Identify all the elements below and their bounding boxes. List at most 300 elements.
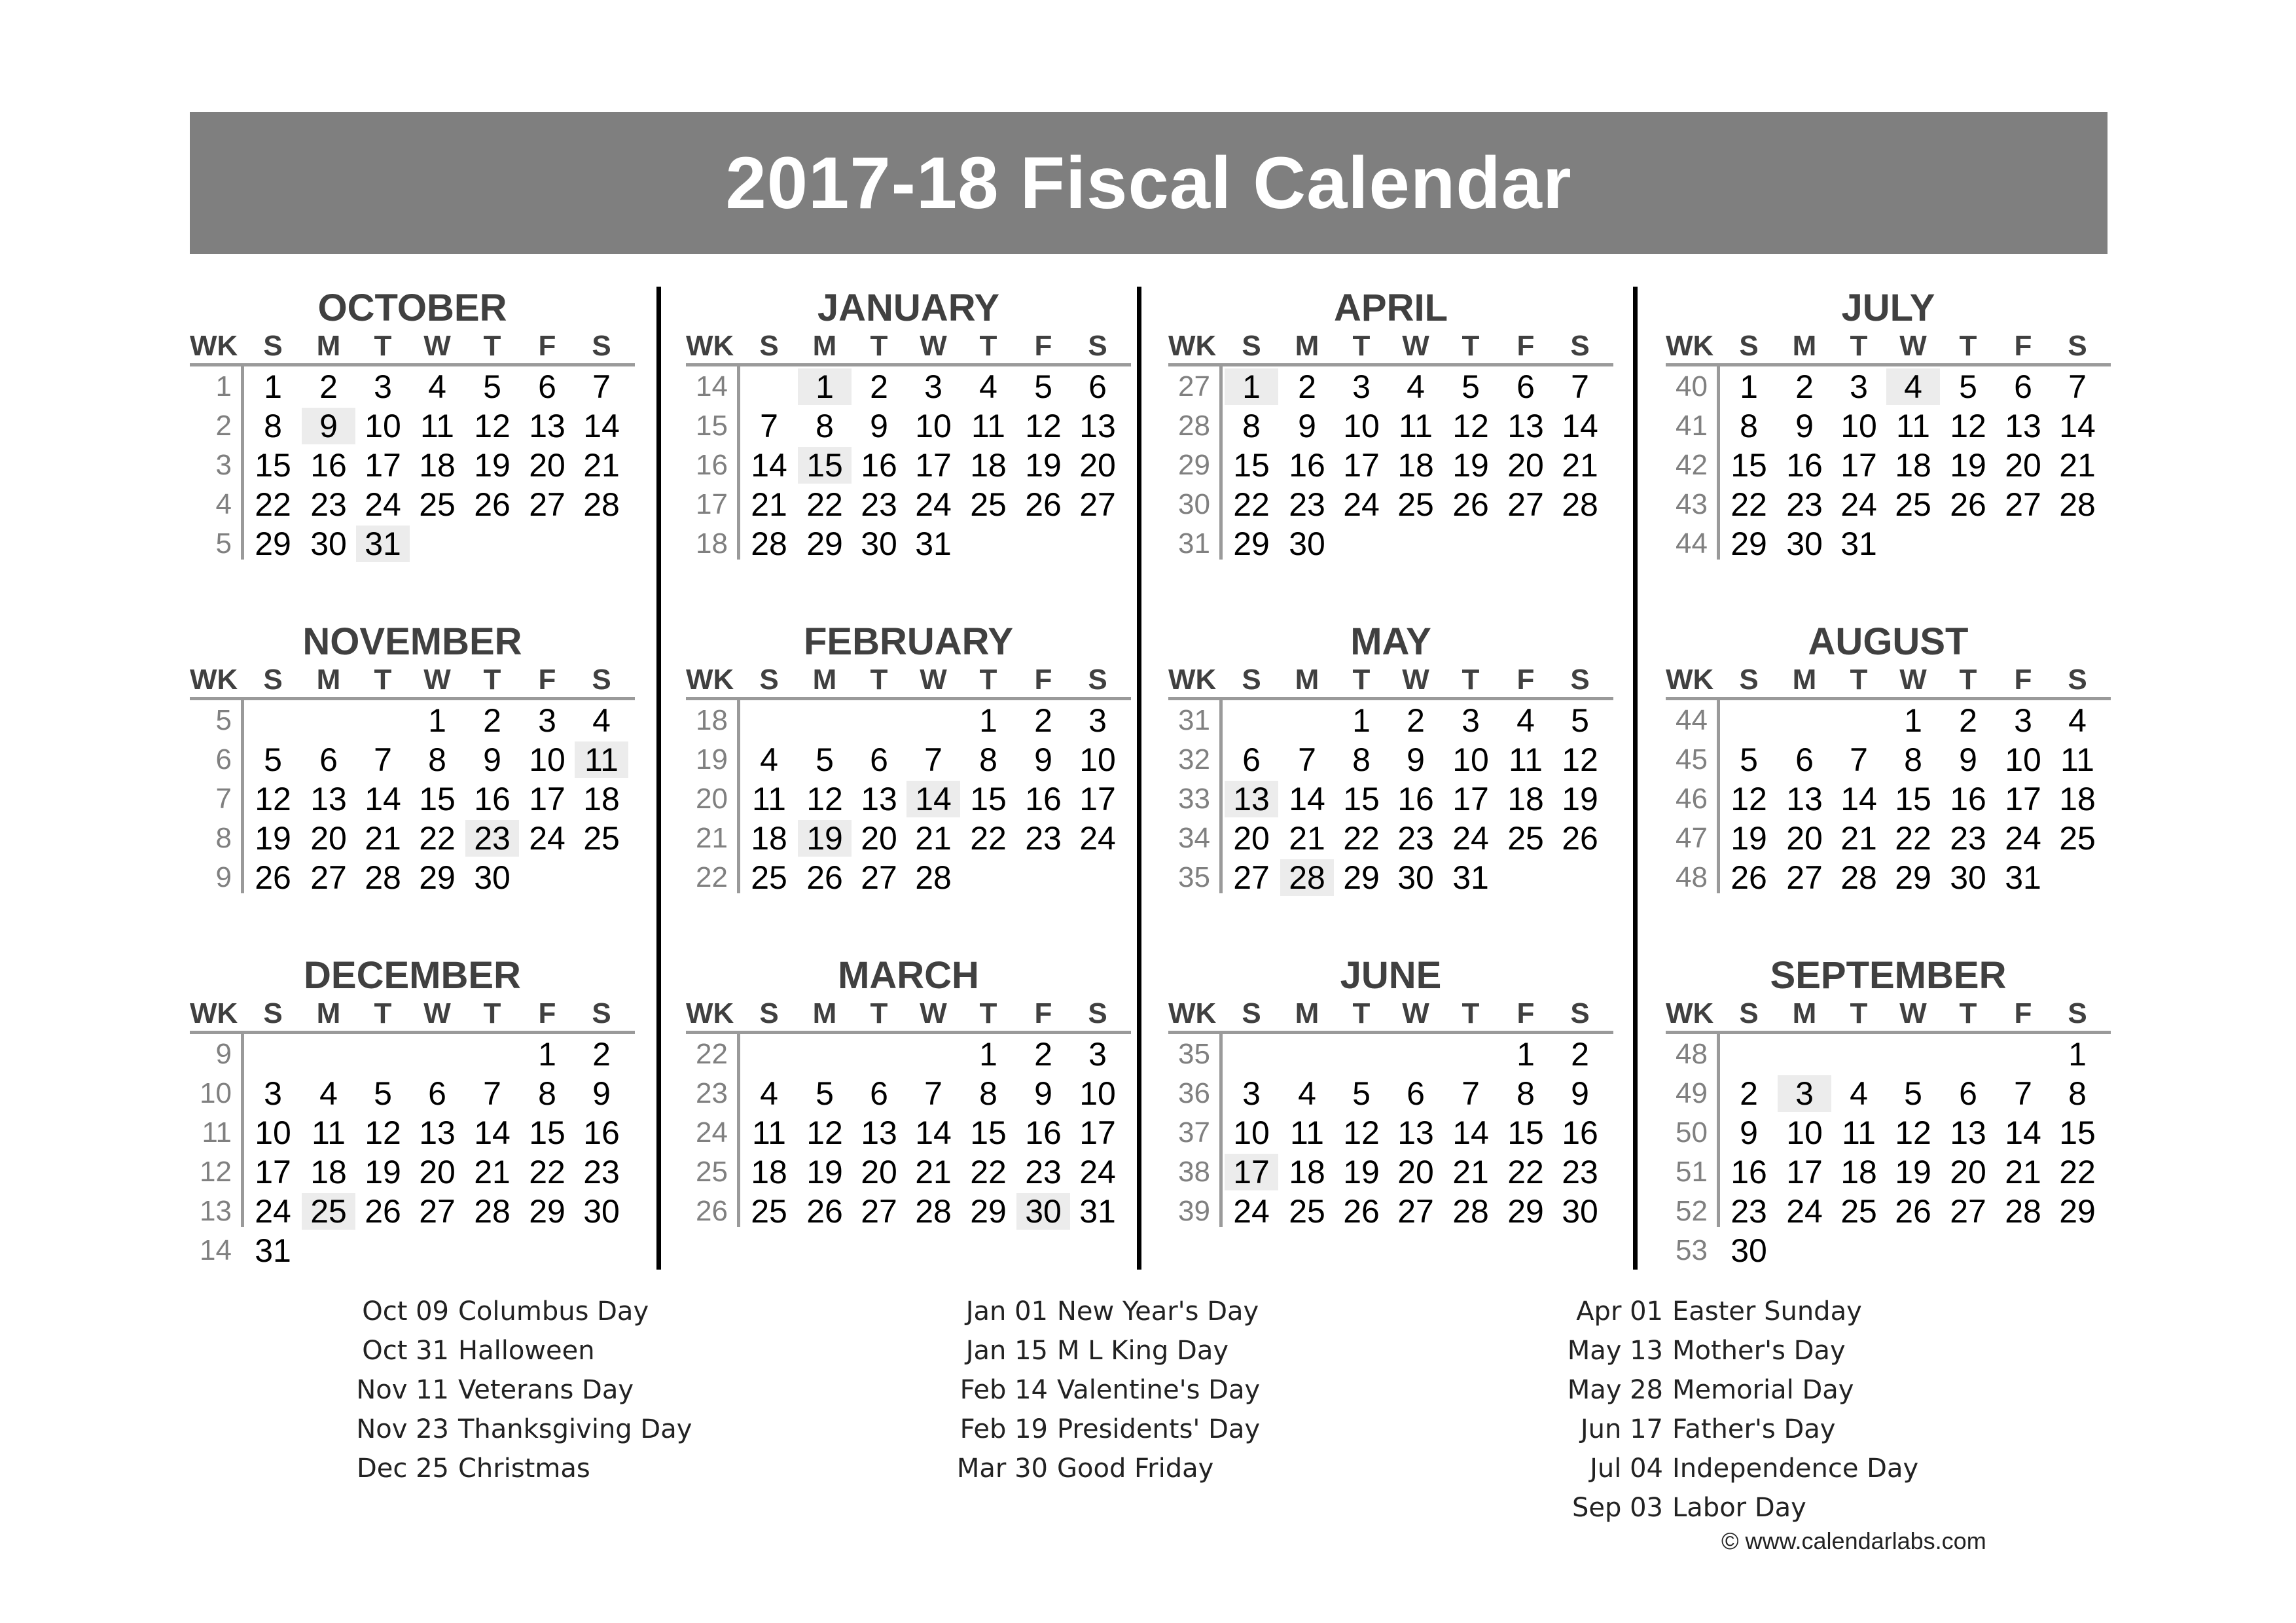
date-cell: 1 (1740, 368, 1758, 405)
week-row (686, 406, 1131, 446)
date-cell: 28 (365, 859, 401, 896)
weekday-header: T (1959, 664, 1977, 696)
date-cell: 30 (1289, 526, 1325, 562)
date-cell: 1 (979, 1036, 997, 1073)
date-cell: 3 (1242, 1075, 1261, 1112)
holiday-item (1528, 1370, 1918, 1410)
date-cell: 17 (365, 447, 401, 484)
date-cell: 7 (924, 741, 942, 778)
holiday-date: Nov 11 (356, 1375, 449, 1405)
date-cell: 3 (1850, 368, 1868, 405)
date-cell: 1 (1352, 702, 1371, 739)
holiday-name: Easter Sunday (1672, 1296, 1862, 1327)
date-cell: 8 (816, 408, 834, 444)
week-row (190, 1152, 635, 1192)
date-cell: 24 (529, 820, 565, 857)
holiday-item (913, 1331, 1260, 1370)
date-cell: 29 (1895, 859, 1931, 896)
week-row (1666, 367, 2111, 406)
week-row (1666, 446, 2111, 485)
date-cell: 17 (1452, 781, 1489, 817)
date-cell: 25 (1507, 820, 1544, 857)
calendar-title-bar (190, 112, 2108, 254)
date-cell: 3 (1462, 702, 1480, 739)
date-cell: 2 (319, 368, 338, 405)
week-header: WK (686, 330, 734, 362)
date-cell: 24 (365, 486, 401, 523)
date-cell: 20 (529, 447, 565, 484)
date-cell: 30 (583, 1193, 620, 1230)
date-cell: 16 (1025, 1115, 1062, 1151)
date-cell: 26 (1731, 859, 1767, 896)
date-cell: 3 (1352, 368, 1371, 405)
date-cell: 4 (1516, 702, 1535, 739)
holiday-item (913, 1292, 1260, 1331)
weekday-header: S (1088, 664, 1107, 696)
date-cell: 26 (474, 486, 511, 523)
date-cell: 21 (2005, 1154, 2041, 1190)
date-cell: 21 (365, 820, 401, 857)
holiday-date: Sep 03 (1571, 1493, 1663, 1523)
weekday-header: W (423, 330, 451, 362)
weekday-header: T (374, 330, 392, 362)
weekday-header: M (1295, 664, 1319, 696)
date-cell: 18 (1507, 781, 1544, 817)
date-cell: 29 (1233, 526, 1270, 562)
week-row (1168, 1035, 1613, 1074)
date-cell: 5 (1740, 741, 1758, 778)
weekday-header: F (1034, 997, 1052, 1029)
date-cell: 7 (1850, 741, 1868, 778)
date-cell: 10 (1343, 408, 1380, 444)
date-cell: 20 (1507, 447, 1544, 484)
holiday-name: Columbus Day (458, 1296, 649, 1327)
date-cell: 22 (1895, 820, 1931, 857)
date-cell: 29 (2059, 1193, 2096, 1230)
date-cell: 31 (1079, 1193, 1116, 1230)
week-number: 2 (215, 410, 232, 442)
week-number: 33 (1178, 783, 1210, 815)
date-cell: 4 (428, 368, 446, 405)
date-cell: 12 (806, 781, 843, 817)
month-name: MAY (1350, 620, 1431, 663)
date-cell: 1 (979, 702, 997, 739)
date-cell: 9 (1795, 408, 1814, 444)
week-number: 31 (1178, 527, 1210, 560)
date-cell: 19 (1895, 1154, 1931, 1190)
date-cell: 14 (915, 1115, 952, 1151)
date-cell: 10 (1079, 741, 1116, 778)
weekday-header: T (979, 664, 997, 696)
date-cell: 23 (861, 486, 897, 523)
week-header: WK (1168, 997, 1217, 1029)
week-number: 42 (1676, 449, 1708, 481)
week-number: 5 (215, 704, 232, 736)
date-cell: 24 (1840, 486, 1877, 523)
week-row (190, 1113, 635, 1152)
date-cell: 26 (1950, 486, 1986, 523)
weekday-header: T (483, 997, 501, 1029)
date-cell: 16 (1289, 447, 1325, 484)
holiday-list-3 (1528, 1292, 1918, 1527)
week-number: 7 (215, 783, 232, 815)
date-cell: 28 (1840, 859, 1877, 896)
weekday-header: W (1402, 330, 1429, 362)
date-cell: 18 (310, 1154, 347, 1190)
date-cell: 8 (1904, 741, 1922, 778)
date-cell: 7 (483, 1075, 501, 1112)
week-number: 4 (215, 488, 232, 520)
weekday-header: F (1516, 997, 1535, 1029)
week-number: 47 (1676, 822, 1708, 854)
weekday-header: F (2014, 330, 2032, 362)
date-cell: 6 (428, 1075, 446, 1112)
date-cell: 15 (970, 1115, 1007, 1151)
date-cell: 26 (1452, 486, 1489, 523)
date-cell: 10 (1840, 408, 1877, 444)
date-cell: 25 (2059, 820, 2096, 857)
week-row (190, 406, 635, 446)
week-header: WK (190, 330, 238, 362)
week-number: 35 (1178, 861, 1210, 893)
date-cell: 7 (1571, 368, 1589, 405)
date-cell: 22 (1233, 486, 1270, 523)
month-may (1168, 620, 1613, 954)
month-name: NOVEMBER (302, 620, 522, 663)
date-cell: 31 (915, 526, 952, 562)
holiday-item (1528, 1292, 1918, 1331)
header-rule (1168, 1031, 1613, 1034)
week-row (1168, 367, 1613, 406)
date-cell: 3 (1088, 702, 1107, 739)
week-number: 29 (1178, 449, 1210, 481)
week-row (686, 819, 1131, 858)
date-cell: 7 (924, 1075, 942, 1112)
week-number: 37 (1178, 1116, 1210, 1149)
weekday-header: S (263, 664, 283, 696)
column-separator (1633, 287, 1638, 1270)
week-header: WK (1168, 664, 1217, 696)
date-cell: 3 (924, 368, 942, 405)
weekday-header: S (1739, 330, 1759, 362)
holiday-date-cell: 11 (575, 741, 628, 778)
weekday-header: T (1462, 330, 1480, 362)
week-number: 11 (202, 1116, 232, 1149)
date-cell: 21 (474, 1154, 511, 1190)
holiday-date-cell: 19 (798, 820, 852, 857)
holiday-item (1528, 1488, 1918, 1527)
date-cell: 12 (1562, 741, 1598, 778)
date-cell: 22 (419, 820, 456, 857)
weekday-header: T (1850, 664, 1868, 696)
week-row (1666, 740, 2111, 779)
holiday-name: Veterans Day (458, 1375, 634, 1405)
weekday-header: S (1088, 330, 1107, 362)
date-cell: 3 (2014, 702, 2032, 739)
date-cell: 14 (474, 1115, 511, 1151)
month-december (190, 954, 635, 1288)
weekday-header: M (1792, 997, 1817, 1029)
date-cell: 15 (529, 1115, 565, 1151)
date-cell: 26 (1343, 1193, 1380, 1230)
month-june (1168, 954, 1613, 1288)
date-cell: 26 (1895, 1193, 1931, 1230)
week-number: 45 (1676, 743, 1708, 776)
weekday-header: S (759, 997, 779, 1029)
date-cell: 20 (1233, 820, 1270, 857)
date-cell: 2 (1571, 1036, 1589, 1073)
week-row (1666, 1192, 2111, 1231)
date-cell: 8 (1352, 741, 1371, 778)
date-cell: 12 (1343, 1115, 1380, 1151)
date-cell: 25 (751, 859, 787, 896)
week-row (686, 485, 1131, 524)
holiday-item (314, 1449, 692, 1488)
date-cell: 10 (2005, 741, 2041, 778)
holiday-date: May 13 (1567, 1336, 1663, 1366)
weekday-header: T (979, 997, 997, 1029)
date-cell: 4 (1850, 1075, 1868, 1112)
date-cell: 21 (583, 447, 620, 484)
date-cell: 8 (264, 408, 282, 444)
holiday-date-cell: 1 (798, 368, 852, 405)
date-cell: 10 (365, 408, 401, 444)
date-cell: 6 (870, 741, 888, 778)
date-cell: 15 (1343, 781, 1380, 817)
weekday-header: S (1242, 664, 1261, 696)
date-cell: 17 (529, 781, 565, 817)
month-name: AUGUST (1808, 620, 1969, 663)
weekday-header: T (1462, 997, 1480, 1029)
date-cell: 17 (255, 1154, 291, 1190)
week-number: 41 (1676, 410, 1708, 442)
date-cell: 18 (1840, 1154, 1877, 1190)
date-cell: 25 (1840, 1193, 1877, 1230)
holiday-name: Valentine's Day (1057, 1375, 1261, 1405)
date-cell: 11 (1842, 1115, 1876, 1151)
date-cell: 10 (1786, 1115, 1823, 1151)
date-cell: 19 (1343, 1154, 1380, 1190)
weekday-header: S (592, 664, 611, 696)
date-cell: 21 (751, 486, 787, 523)
date-cell: 7 (760, 408, 778, 444)
date-cell: 16 (1397, 781, 1434, 817)
date-cell: 6 (1242, 741, 1261, 778)
date-cell: 5 (1571, 702, 1589, 739)
month-name: DECEMBER (304, 954, 521, 997)
date-cell: 26 (806, 1193, 843, 1230)
holiday-date: Oct 31 (362, 1336, 449, 1366)
date-cell: 10 (529, 741, 565, 778)
weekday-header: M (812, 664, 837, 696)
week-row (190, 485, 635, 524)
week-number: 48 (1676, 1038, 1708, 1070)
date-cell: 30 (1397, 859, 1434, 896)
date-cell: 25 (419, 486, 456, 523)
date-cell: 14 (1562, 408, 1598, 444)
date-cell: 12 (1452, 408, 1489, 444)
date-cell: 24 (1079, 1154, 1116, 1190)
header-rule (1666, 1031, 2111, 1034)
week-number: 24 (696, 1116, 728, 1149)
date-cell: 23 (310, 486, 347, 523)
week-row (190, 858, 635, 897)
date-cell: 23 (1025, 820, 1062, 857)
weekday-header: W (423, 997, 451, 1029)
date-cell: 27 (1950, 1193, 1986, 1230)
date-cell: 13 (1950, 1115, 1986, 1151)
holiday-item (913, 1370, 1260, 1410)
week-number: 10 (200, 1077, 232, 1109)
week-number: 44 (1676, 704, 1708, 736)
date-cell: 20 (1079, 447, 1116, 484)
holiday-name: Labor Day (1672, 1493, 1806, 1523)
month-october (190, 287, 635, 620)
week-row (190, 701, 635, 740)
week-row (1168, 524, 1613, 563)
date-cell: 29 (1343, 859, 1380, 896)
date-cell: 8 (2068, 1075, 2087, 1112)
date-cell: 11 (752, 781, 786, 817)
date-cell: 1 (1904, 702, 1922, 739)
date-cell: 21 (1840, 820, 1877, 857)
holiday-date: May 28 (1567, 1375, 1663, 1405)
date-cell: 23 (1025, 1154, 1062, 1190)
date-cell: 6 (1959, 1075, 1977, 1112)
weekday-header: T (1352, 997, 1371, 1029)
weekday-header: M (1792, 330, 1817, 362)
week-row (686, 367, 1131, 406)
weekday-header: S (759, 664, 779, 696)
week-row (190, 1035, 635, 1074)
date-cell: 7 (374, 741, 392, 778)
date-cell: 18 (1397, 447, 1434, 484)
date-cell: 30 (474, 859, 511, 896)
date-cell: 9 (870, 408, 888, 444)
date-cell: 2 (483, 702, 501, 739)
date-cell: 22 (529, 1154, 565, 1190)
date-cell: 23 (1562, 1154, 1598, 1190)
page-title: 2017-18 Fiscal Calendar (725, 142, 1572, 224)
holiday-item (1528, 1410, 1918, 1449)
date-cell: 17 (915, 447, 952, 484)
date-cell: 6 (319, 741, 338, 778)
month-july (1666, 287, 2111, 620)
copyright-notice: © www.calendarlabs.com (1721, 1527, 1986, 1554)
week-row (1666, 524, 2111, 563)
week-row (686, 446, 1131, 485)
date-cell: 11 (1290, 1115, 1324, 1151)
date-cell: 8 (1516, 1075, 1535, 1112)
header-rule (686, 363, 1131, 366)
date-cell: 14 (2005, 1115, 2041, 1151)
date-cell: 19 (1950, 447, 1986, 484)
date-cell: 20 (861, 820, 897, 857)
date-cell: 26 (1025, 486, 1062, 523)
weekday-header: W (1899, 330, 1927, 362)
date-cell: 6 (1407, 1075, 1425, 1112)
holiday-item (913, 1410, 1260, 1449)
holiday-date-cell: 17 (1225, 1154, 1278, 1190)
week-row (1666, 1152, 2111, 1192)
date-cell: 4 (760, 1075, 778, 1112)
date-cell: 9 (1034, 1075, 1052, 1112)
holiday-name: Memorial Day (1672, 1375, 1854, 1405)
weekday-header: T (483, 330, 501, 362)
date-cell: 10 (1452, 741, 1489, 778)
date-cell: 1 (538, 1036, 556, 1073)
week-row (1168, 1074, 1613, 1113)
date-cell: 13 (419, 1115, 456, 1151)
holiday-list-1 (314, 1292, 692, 1488)
header-rule (1168, 697, 1613, 700)
date-cell: 27 (1079, 486, 1116, 523)
date-cell: 28 (915, 1193, 952, 1230)
date-cell: 25 (751, 1193, 787, 1230)
date-cell: 9 (1034, 741, 1052, 778)
date-cell: 19 (1025, 447, 1062, 484)
week-header: WK (686, 997, 734, 1029)
week-row (1666, 1113, 2111, 1152)
date-cell: 31 (1452, 859, 1489, 896)
header-rule (190, 363, 635, 366)
weekday-header: M (1295, 997, 1319, 1029)
week-row (1168, 701, 1613, 740)
date-cell: 24 (2005, 820, 2041, 857)
week-number: 14 (200, 1234, 232, 1266)
date-cell: 29 (419, 859, 456, 896)
holiday-name: Independence Day (1672, 1454, 1919, 1484)
date-cell: 11 (312, 1115, 346, 1151)
date-cell: 10 (1233, 1115, 1270, 1151)
month-august (1666, 620, 2111, 954)
date-cell: 28 (2005, 1193, 2041, 1230)
weekday-header: F (538, 997, 556, 1029)
date-cell: 13 (1507, 408, 1544, 444)
date-cell: 27 (1507, 486, 1544, 523)
week-row (1168, 446, 1613, 485)
week-header: WK (1168, 330, 1217, 362)
weekday-header: M (316, 330, 341, 362)
holiday-date-cell: 30 (1016, 1193, 1070, 1230)
date-cell: 10 (915, 408, 952, 444)
holiday-name: Christmas (458, 1454, 590, 1484)
week-row (1168, 406, 1613, 446)
weekday-header: S (1739, 664, 1759, 696)
week-header: WK (190, 664, 238, 696)
date-cell: 16 (310, 447, 347, 484)
date-cell: 5 (1352, 1075, 1371, 1112)
weekday-header: S (1088, 997, 1107, 1029)
date-cell: 30 (1562, 1193, 1598, 1230)
week-row (686, 779, 1131, 819)
weekday-header: T (374, 997, 392, 1029)
date-cell: 28 (1562, 486, 1598, 523)
date-cell: 30 (1731, 1232, 1767, 1269)
date-cell: 14 (1452, 1115, 1489, 1151)
date-cell: 23 (1950, 820, 1986, 857)
weekday-header: S (2068, 997, 2087, 1029)
week-number: 20 (696, 783, 728, 815)
date-cell: 19 (1452, 447, 1489, 484)
weekday-header: F (1034, 330, 1052, 362)
date-cell: 14 (1289, 781, 1325, 817)
week-header: WK (1666, 664, 1714, 696)
date-cell: 18 (751, 1154, 787, 1190)
date-cell: 19 (255, 820, 291, 857)
week-number: 27 (1178, 370, 1210, 402)
header-rule (190, 697, 635, 700)
